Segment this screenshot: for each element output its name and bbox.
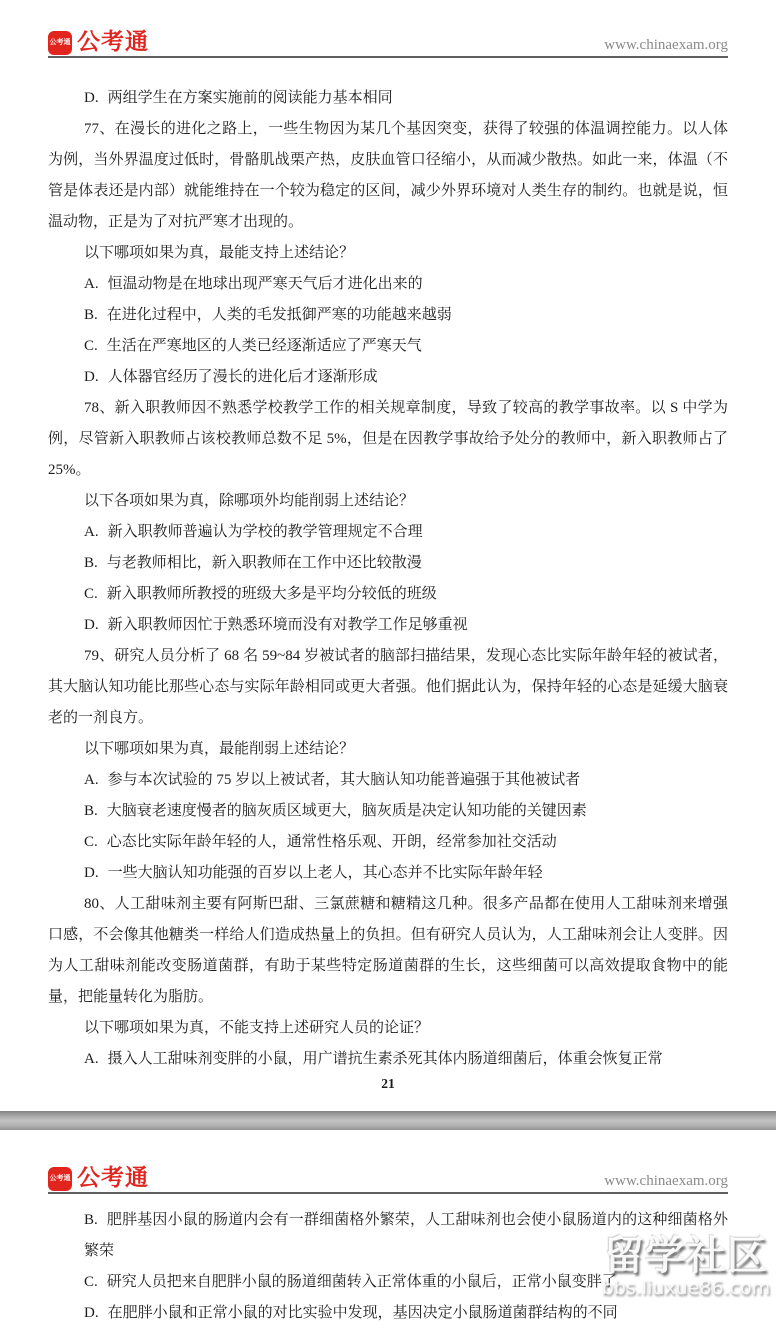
option-text: 摄入人工甜味剂变胖的小鼠，用广谱抗生素杀死其体内肠道细菌后，体重会恢复正常 [107, 1051, 663, 1067]
option-label: B. [84, 803, 98, 819]
option-label: A. [84, 1051, 99, 1067]
watermark-url: bbs.liuxue86.com [601, 1277, 771, 1299]
option-label: C. [84, 338, 98, 354]
question-80-option-b [48, 1205, 728, 1267]
option-text: 新入职教师因忙于熟悉环境而没有对教学工作足够重视 [107, 617, 468, 633]
question-80-stem: 80、人工甜味剂主要有阿斯巴甜、三氯蔗糖和糖精这几种。很多产品都在使用人工甜味剂来增强口感，不会像其他糖类一样给人们造成热量上的负担。但有研究人员认为，人工甜味剂会让人变胖。因为人工甜味剂能改变肠道菌群，有助于某些特定肠道菌群的生长，这些细菌可以高效提取食物中的能量，把能量转化为脂肪。 [48, 896, 728, 1005]
question-80-option-a [48, 1044, 728, 1075]
option-text: 心态比实际年龄年轻的人，通常性格乐观、开朗，经常参加社交活动 [106, 834, 557, 850]
question-78-option-b [48, 548, 728, 579]
option-label: B. [84, 307, 98, 323]
option-label: A. [84, 772, 99, 788]
option-text: 在进化过程中，人类的毛发抵御严寒的功能越来越弱 [106, 307, 452, 323]
option-text: 研究人员把来自肥胖小鼠的肠道细菌转入正常体重的小鼠后，正常小鼠变胖了 [106, 1274, 617, 1290]
option-label: D. [84, 90, 99, 106]
gongkaotong-logo[interactable] [48, 1166, 149, 1191]
page-number: 21 [381, 1076, 395, 1091]
option-label: B. [84, 1212, 98, 1228]
question-80-prompt: 以下哪项如果为真，不能支持上述研究人员的论证？ [84, 1020, 430, 1036]
carryover-option-d [48, 83, 728, 114]
question-79-option-c [48, 827, 728, 858]
option-text: 一些大脑认知功能强的百岁以上老人，其心态并不比实际年龄年轻 [107, 865, 543, 881]
question-77-stem: 77、在漫长的进化之路上，一些生物因为某几个基因突变，获得了较强的体温调控能力。以人体为例，当外界温度过低时，骨骼肌战栗产热，皮肤血管口径缩小，从而减少散热。如此一来，体温（不管是体表还是内部）就能维持在一个较为稳定的区间，减少外界环境对人类生存的制约。也就是说，恒温动物，正是为了对抗严寒才出现的。 [48, 121, 728, 230]
gongkaotong-logo-text: 公考通 [77, 1164, 149, 1190]
question-79-prompt: 以下哪项如果为真，最能削弱上述结论？ [84, 741, 355, 757]
question-79-stem: 79、研究人员分析了 68 名 59~84 岁被试者的脑部扫描结果，发现心态比实际年龄年轻的被试者，其大脑认知功能比那些心态与实际年龄相同或更大者强。他们据此认为，保持年轻的心态是延缓大脑衰老的一剂良方。 [48, 648, 728, 726]
page1-header [48, 24, 728, 58]
question-77-option-d [48, 362, 728, 393]
question-78-option-a [48, 517, 728, 548]
option-text: 人体器官经历了漫长的进化后才逐渐形成 [107, 369, 378, 385]
option-label: B. [84, 555, 98, 571]
question-78-option-c [48, 579, 728, 610]
option-label: D. [84, 617, 99, 633]
option-text: 参与本次试验的 75 岁以上被试者，其大脑认知功能普遍强于其他被试者 [107, 772, 581, 788]
question-78-stem: 78、新入职教师因不熟悉学校教学工作的相关规章制度，导致了较高的教学事故率。以 S 中学为例，尽管新入职教师占该校教师总数不足 5%，但是在因教学事故给予处分的教师中，新入职教师占了 25%。 [48, 400, 728, 478]
option-text: 生活在严寒地区的人类已经逐渐适应了严寒天气 [106, 338, 422, 354]
option-label: C. [84, 834, 98, 850]
page2-header [48, 1160, 728, 1194]
option-label: D. [84, 369, 99, 385]
page2-content [48, 1205, 728, 1329]
gongkaotong-logo-icon: 公考通 [48, 1167, 72, 1191]
gongkaotong-logo-icon: 公考通 [48, 31, 72, 55]
website-link[interactable]: www.chinaexam.org [604, 1173, 728, 1189]
question-80-option-c [48, 1267, 728, 1298]
question-78-prompt: 以下各项如果为真，除哪项外均能削弱上述结论？ [84, 493, 415, 509]
question-77-option-b [48, 300, 728, 331]
question-77-prompt: 以下哪项如果为真，最能支持上述结论？ [84, 245, 355, 261]
question-78-option-d [48, 610, 728, 641]
watermark-title: 留学社区 [604, 1233, 768, 1279]
question-77-option-a [48, 269, 728, 300]
option-text: 肥胖基因小鼠的肠道内会有一群细菌格外繁荣，人工甜味剂也会使小鼠肠道内的这种细菌格外繁荣 [84, 1212, 728, 1259]
question-79-option-a [48, 765, 728, 796]
gongkaotong-logo-text: 公考通 [77, 28, 149, 54]
website-link[interactable]: www.chinaexam.org [604, 37, 728, 53]
option-label: D. [84, 1305, 99, 1321]
page1-content [48, 83, 728, 1075]
option-label: D. [84, 865, 99, 881]
option-label: A. [84, 276, 99, 292]
option-text: 与老教师相比，新入职教师在工作中还比较散漫 [106, 555, 422, 571]
option-text: 大脑衰老速度慢者的脑灰质区域更大，脑灰质是决定认知功能的关键因素 [106, 803, 587, 819]
question-79-option-d [48, 858, 728, 889]
question-77-option-c [48, 331, 728, 362]
option-text: 新入职教师普遍认为学校的教学管理规定不合理 [107, 524, 423, 540]
question-80-option-d [48, 1298, 728, 1329]
question-79-option-b [48, 796, 728, 827]
page-separator [0, 1111, 776, 1130]
option-text: 两组学生在方案实施前的阅读能力基本相同 [107, 90, 393, 106]
option-label: C. [84, 586, 98, 602]
option-label: C. [84, 1274, 98, 1290]
option-text: 恒温动物是在地球出现严寒天气后才进化出来的 [107, 276, 423, 292]
option-text: 新入职教师所教授的班级大多是平均分较低的班级 [106, 586, 437, 602]
option-label: A. [84, 524, 99, 540]
gongkaotong-logo[interactable] [48, 30, 149, 55]
option-text: 在肥胖小鼠和正常小鼠的对比实验中发现，基因决定小鼠肠道菌群结构的不同 [107, 1305, 618, 1321]
